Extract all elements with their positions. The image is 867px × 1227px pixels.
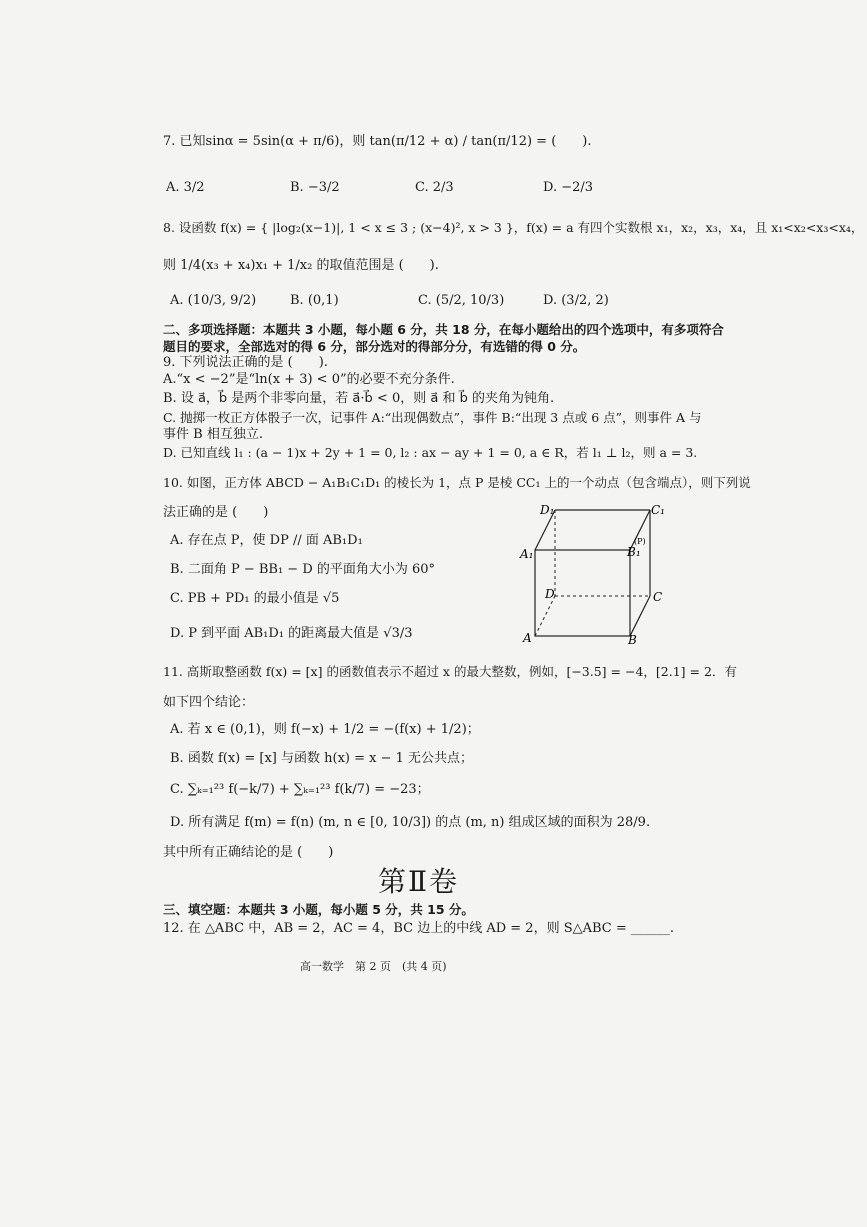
question-12: 12. 在 △ABC 中，AB = 2，AC = 4，BC 边上的中线 AD = 2，则 S△ABC = ______. [163,921,675,936]
q8-option-d: D. (3/2, 2) [543,293,609,308]
question-8-stem: 8. 设函数 f(x) = { |log₂(x−1)|, 1 < x ≤ 3 ; (x−4)², x > 3 }，f(x) = a 有四个实数根 x₁，x₂，x₃，x₄，且 x₁<x₂<x₃<x₄， [163,220,864,235]
q7-option-d: D. −2/3 [543,180,594,195]
section-3-heading: 三、填空题：本题共 3 小题，每小题 5 分，共 15 分。 [163,902,474,917]
q9-option-c-2: 事件 B 相互独立. [163,427,263,442]
q10-option-b: B. 二面角 P − BB₁ − D 的平面角大小为 60° [170,562,436,577]
question-11-stem: 11. 高斯取整函数 f(x) = [x] 的函数值表示不超过 x 的最大整数，例如，[−3.5] = −4，[2.1] = 2．有 [163,664,737,679]
question-9-stem: 9. 下列说法正确的是 ( ). [163,355,328,370]
q7-option-b: B. −3/2 [290,180,340,195]
q10-option-a: A. 存在点 P，使 DP // 面 AB₁D₁ [170,533,363,548]
q9-option-c: C. 抛掷一枚正方体骰子一次，记事件 A:“出现偶数点”，事件 B:“出现 3 点或 6 点”，则事件 A 与 [163,410,702,425]
q8-option-a: A. (10/3, 9/2) [170,293,257,308]
q7-option-c: C. 2/3 [415,180,454,195]
question-11-stem-2: 如下四个结论： [163,695,255,710]
q9-option-b: B. 设 a⃗，b⃗ 是两个非零向量，若 a⃗·b⃗ < 0，则 a⃗ 和 b⃗ 的夹角为钝角. [163,391,555,406]
q10-option-d: D. P 到平面 AB₁D₁ 的距离最大值是 √3/3 [170,626,413,641]
label-c: C [653,590,663,604]
label-b1: B₁ [627,545,641,559]
label-d1: D₁ [540,503,555,517]
q8-option-c: C. (5/2, 10/3) [418,293,505,308]
section-2-heading: 二、多项选择题：本题共 3 小题，每小题 6 分，共 18 分，在每小题给出的四个选项中，有多项符合 [163,322,724,337]
label-d: D [545,587,555,601]
label-a: A [523,631,532,645]
label-a1: A₁ [520,547,534,561]
part-2-title: 第Ⅱ卷 [378,865,460,898]
page-footer: 高一数学 第 2 页 (共 4 页) [300,960,447,973]
section-2-heading-2: 题目的要求，全部选对的得 6 分，部分选对的得部分分，有选错的得 0 分。 [163,339,586,354]
q7-option-a: A. 3/2 [166,180,205,195]
q9-option-a: A.“x < −2”是“ln(x + 3) < 0”的必要不充分条件. [163,372,455,387]
q11-closing: 其中所有正确结论的是 ( ) [163,845,334,860]
label-b: B [628,633,637,647]
label-c1: C₁ [651,503,665,517]
q11-option-b: B. 函数 f(x) = [x] 与函数 h(x) = x − 1 无公共点； [170,751,474,766]
q9-option-d: D. 已知直线 l₁ : (a − 1)x + 2y + 1 = 0, l₂ : ax − ay + 1 = 0, a ∈ R，若 l₁ ⊥ l₂，则 a = 3. [163,445,698,460]
question-10-stem: 10. 如图，正方体 ABCD − A₁B₁C₁D₁ 的棱长为 1，点 P 是棱 CC₁ 上的一个动点（包含端点），则下列说 [163,475,751,490]
label-p: (P) [634,537,646,546]
edge-b-c [630,596,650,636]
question-10-stem-2: 法正确的是 ( ) [163,505,269,520]
question-8-stem-2: 则 1/4(x₃ + x₄)x₁ + 1/x₂ 的取值范围是 ( ). [163,258,439,273]
q11-option-d: D. 所有满足 f(m) = f(n) (m, n ∈ [0, 10/3]) 的点 (m, n) 组成区域的面积为 28/9. [170,815,651,830]
q8-option-b: B. (0,1) [290,293,339,308]
question-7-stem: 7. 已知sinα = 5sin(α + π/6)，则 tan(π/12 + α) / tan(π/12) = ( ). [163,134,592,149]
cube-figure [510,498,670,648]
q10-option-c: C. PB + PD₁ 的最小值是 √5 [170,591,340,606]
edge-a-d-hidden [535,596,555,636]
q11-option-c: C. ∑ₖ₌₁²³ f(−k/7) + ∑ₖ₌₁²³ f(k/7) = −23； [170,782,430,797]
q11-option-a: A. 若 x ∈ (0,1)，则 f(−x) + 1/2 = −(f(x) + 1/2)； [170,722,480,737]
